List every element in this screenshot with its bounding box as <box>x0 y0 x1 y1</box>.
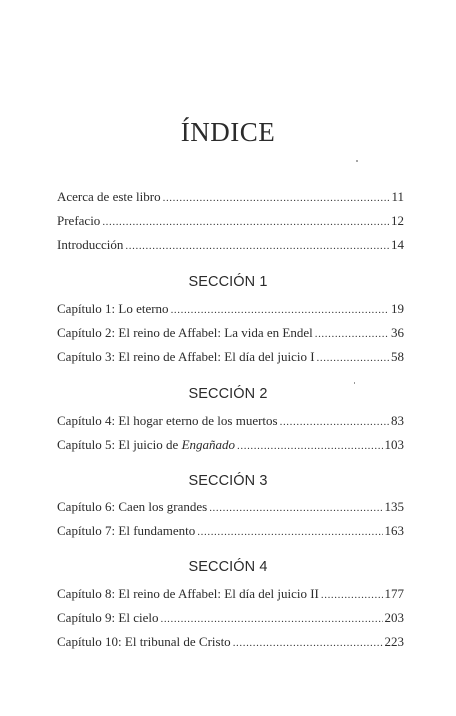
toc-entry-chapter-9[interactable] <box>57 609 404 627</box>
dot-leader <box>237 437 382 455</box>
toc-entry-label: Capítulo 1: Lo eterno <box>57 301 169 316</box>
toc-entry-chapter-2[interactable] <box>57 324 404 342</box>
toc-page-number: 135 <box>384 499 404 514</box>
toc-entry-about[interactable] <box>57 188 404 206</box>
print-speck <box>356 160 358 162</box>
toc-entry-label-text: Capítulo 5: El juicio de <box>57 437 182 452</box>
toc-entry-chapter-4[interactable] <box>57 412 404 430</box>
toc-page-number: 12 <box>391 213 404 228</box>
toc-entry-label: Capítulo 10: El tribunal de Cristo <box>57 634 231 649</box>
toc-entry-label: Capítulo 3: El reino de Affabel: El día del juicio I <box>57 349 315 364</box>
toc-entry-preface[interactable] <box>57 212 404 230</box>
toc-page-number: 103 <box>384 437 404 452</box>
toc-page-number: 203 <box>384 610 404 625</box>
toc-page-number: 83 <box>391 413 404 428</box>
dot-leader <box>315 325 389 343</box>
dot-leader <box>321 586 383 604</box>
toc-entry-label <box>57 436 235 454</box>
toc-page-number: 163 <box>384 523 404 538</box>
toc-page-number: 177 <box>384 586 404 601</box>
page-title: ÍNDICE <box>180 117 276 147</box>
toc-entry-chapter-6[interactable] <box>57 498 404 516</box>
toc-page-number: 14 <box>391 237 404 252</box>
section-heading-3: SECCIÓN 3 <box>188 473 268 489</box>
toc-entry-label: Capítulo 9: El cielo <box>57 610 159 625</box>
toc-entry-chapter-8[interactable] <box>57 585 404 603</box>
toc-entry-chapter-5[interactable] <box>57 436 404 454</box>
toc-entry-label: Prefacio <box>57 213 101 228</box>
section-heading-1: SECCIÓN 1 <box>188 274 268 290</box>
dot-leader <box>163 189 390 207</box>
toc-entry-label: Acerca de este libro <box>57 189 161 204</box>
section-heading-4: SECCIÓN 4 <box>188 559 268 575</box>
toc-page-number: 223 <box>384 634 404 649</box>
toc-entry-chapter-1[interactable] <box>57 300 404 318</box>
toc-entry-label: Capítulo 8: El reino de Affabel: El día del juicio II <box>57 586 319 601</box>
toc-entry-label: Capítulo 7: El fundamento <box>57 523 196 538</box>
toc-page-number: 19 <box>391 301 404 316</box>
toc-entry-chapter-7[interactable] <box>57 522 404 540</box>
dot-leader <box>160 610 382 628</box>
dot-leader <box>102 213 389 231</box>
toc-entry-label: Capítulo 6: Caen los grandes <box>57 499 208 514</box>
toc-page-number: 36 <box>391 325 404 340</box>
section-heading-2: SECCIÓN 2 <box>188 386 268 402</box>
print-speck <box>354 382 355 384</box>
dot-leader <box>233 634 383 652</box>
dot-leader <box>280 413 389 431</box>
toc-page-number: 11 <box>391 189 404 204</box>
dot-leader <box>209 499 382 517</box>
dot-leader <box>125 237 389 255</box>
toc-entry-label: Capítulo 2: El reino de Affabel: La vida en Endel <box>57 325 313 340</box>
toc-entry-introduction[interactable] <box>57 236 404 254</box>
toc-entry-chapter-10[interactable] <box>57 633 404 651</box>
toc-entry-label: Introducción <box>57 237 124 252</box>
toc-entry-chapter-3[interactable] <box>57 348 404 366</box>
toc-page-number: 58 <box>391 349 404 364</box>
toc-entry-label-italic: Engañado <box>181 437 236 452</box>
toc-entry-label: Capítulo 4: El hogar eterno de los muertos <box>57 413 278 428</box>
dot-leader <box>171 301 389 319</box>
dot-leader <box>317 349 389 367</box>
dot-leader <box>197 523 382 541</box>
